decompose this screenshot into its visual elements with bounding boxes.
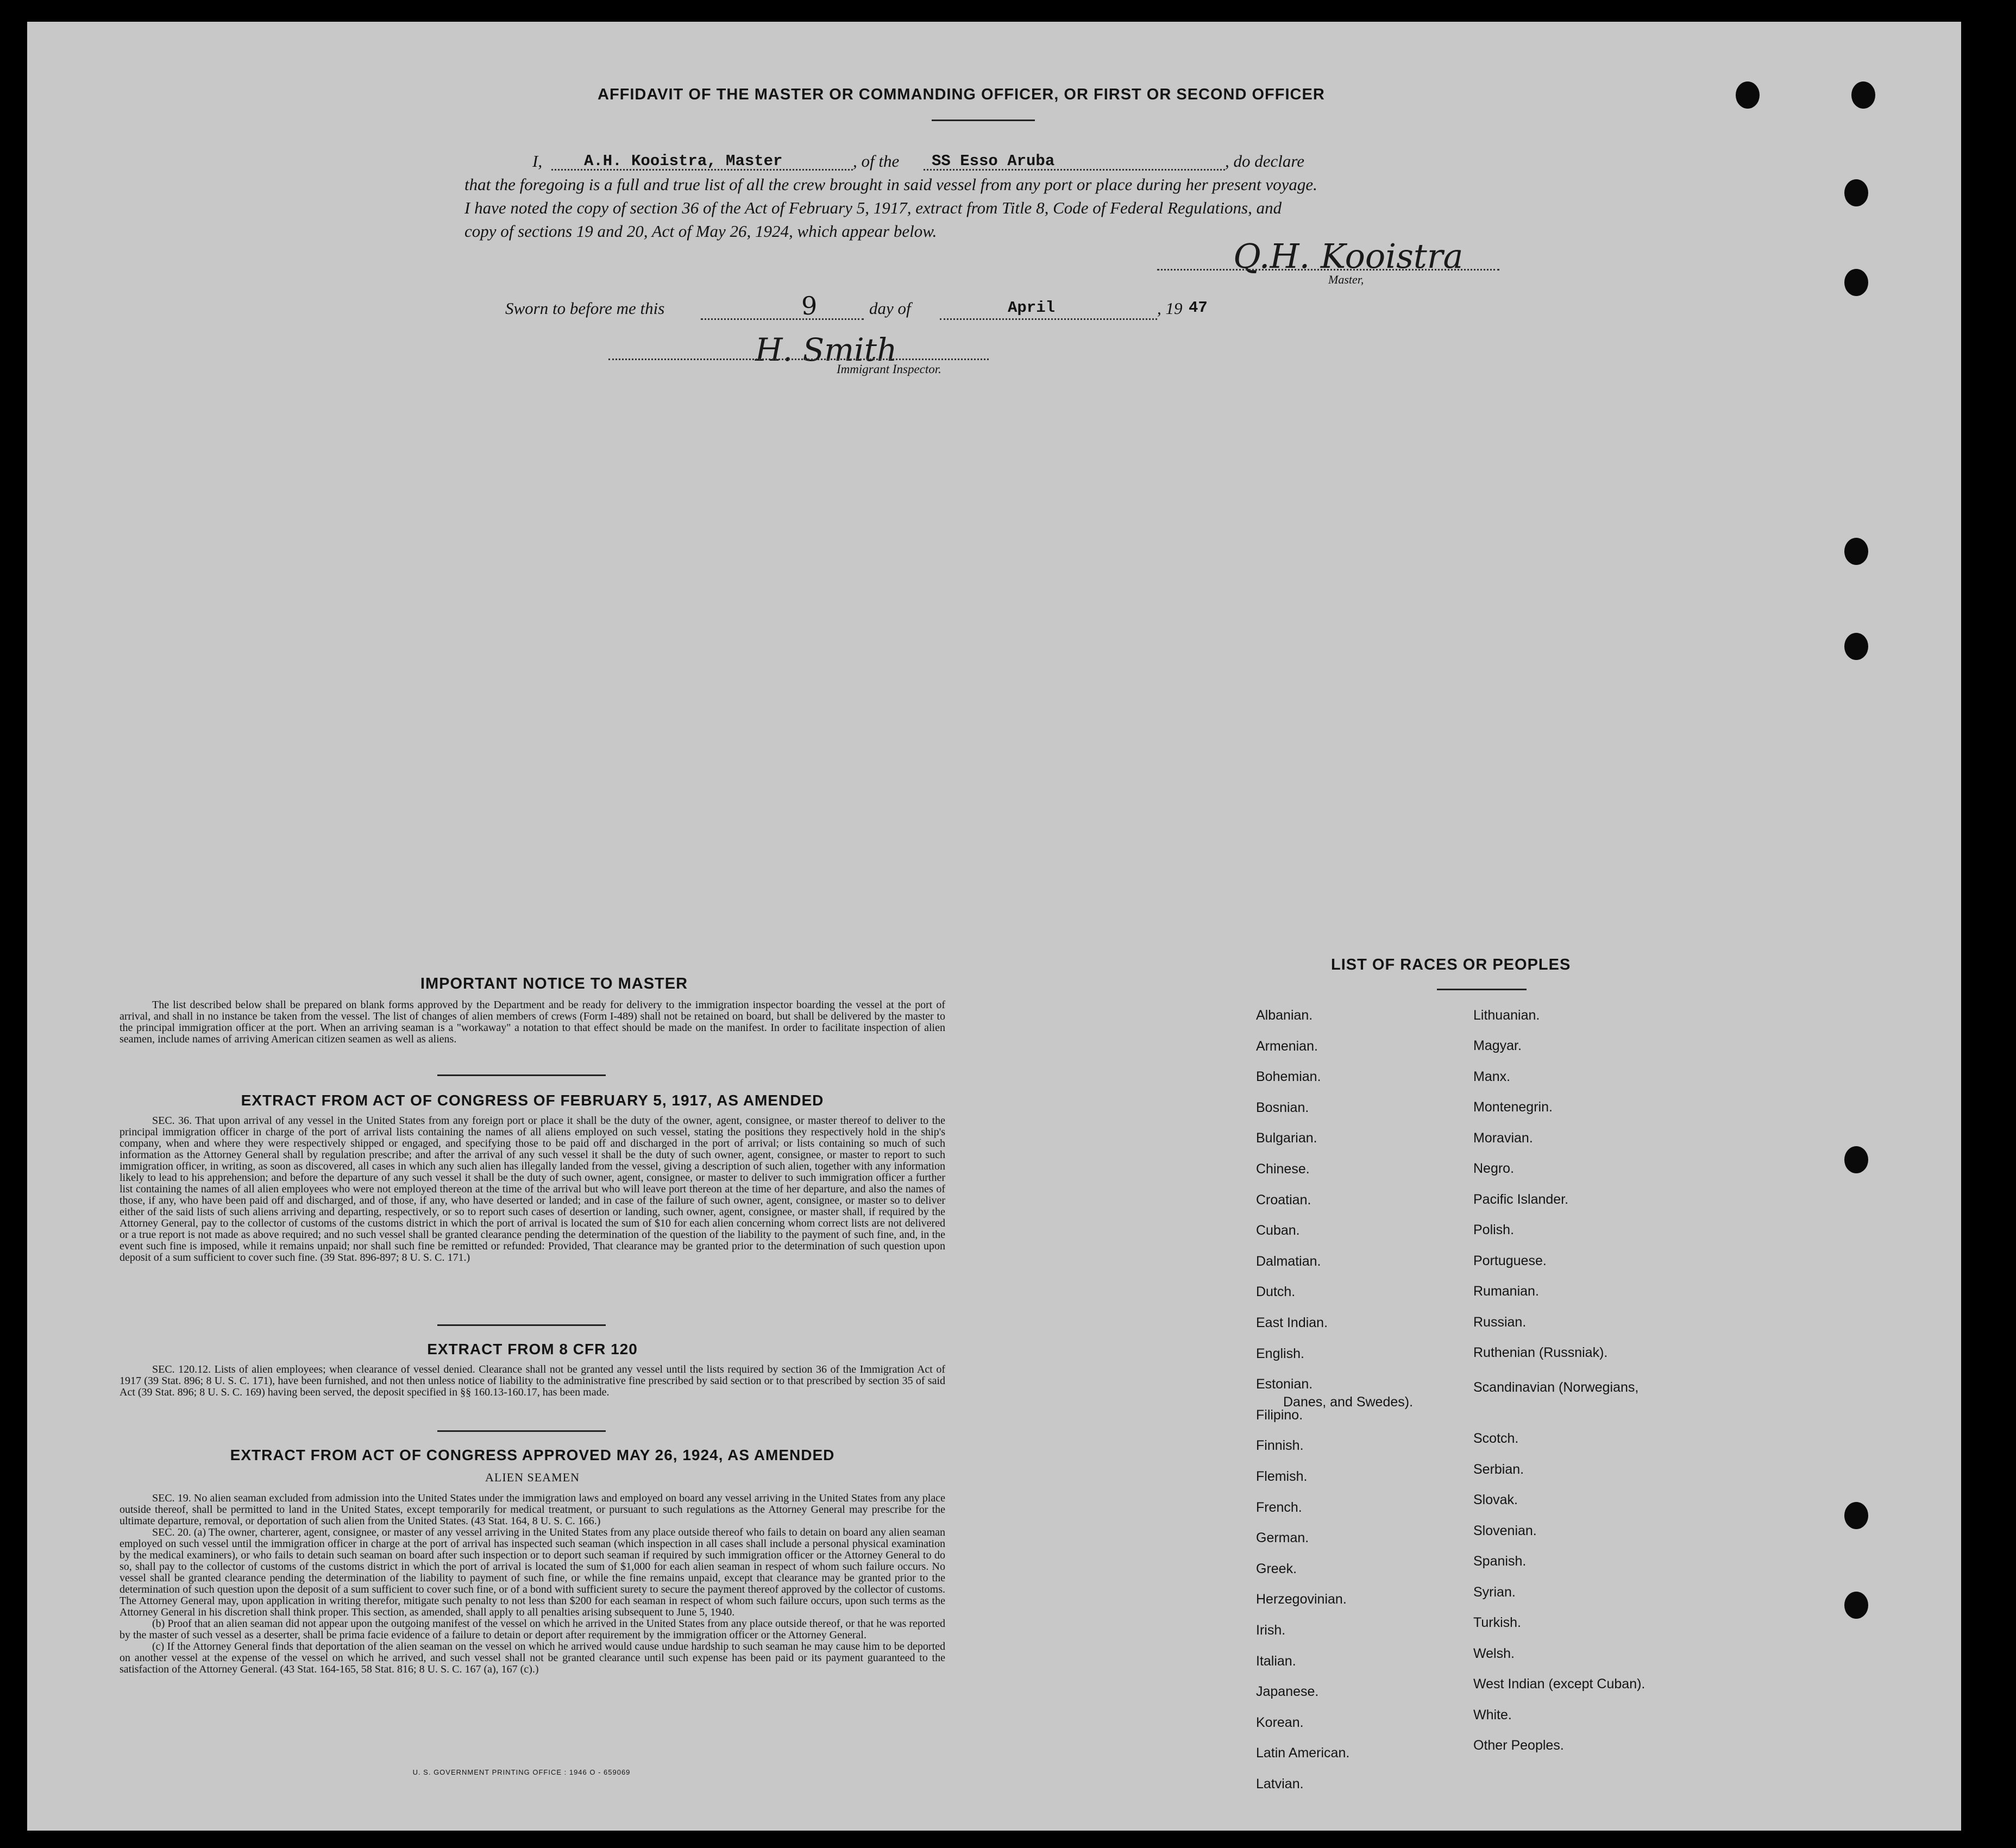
race-item: Rumanian. [1473,1284,1539,1299]
of-the-label: , of the [853,152,900,171]
race-item: Chinese. [1256,1161,1310,1177]
declaration-line-3: I have noted the copy of section 36 of the Act of February 5, 1917, extract from Title 8, Code of Federal Regulations, and [464,198,1282,217]
race-item: Korean. [1256,1714,1304,1730]
race-item: Pacific Islander. [1473,1192,1569,1207]
do-declare-label: , do declare [1225,152,1305,171]
notice-title: IMPORTANT NOTICE TO MASTER [420,975,688,992]
divider [437,1324,606,1326]
declaration-line-2: that the foregoing is a full and true list of all the crew brought in said vessel from any port or place during her present voyage. [464,175,1317,194]
vessel-name: SS Esso Aruba [932,152,1055,170]
extract-1917-title: EXTRACT FROM ACT OF CONGRESS OF FEBRUARY 5, 1917, AS AMENDED [241,1092,824,1109]
punch-hole [1844,179,1868,206]
race-item: Magyar. [1473,1038,1522,1053]
race-item: Danes, and Swedes). [1283,1394,1414,1410]
inspector-signature: H. Smith [755,331,897,368]
notice-text: The list described below shall be prepared on blank forms approved by the Department and be ready for delivery to the immigration inspector boarding the vessel at the port of arrival, and shall in no instance be taken from the vessel. The list of changes of alien members of crews (Form I-489) shall not be retained on board, but shall be delivered by the master to the principal immigration officer at the port. When an arriving seaman is a "workaway" a notation to that effect should be made on the manifest. In order to facilitate inspection of alien seamen, include names of arriving American citizen seamen as well as aliens. [120,999,945,1045]
race-item: Irish. [1256,1623,1286,1638]
printer-imprint: U. S. GOVERNMENT PRINTING OFFICE : 1946 O - 659069 [412,1768,631,1776]
race-item: Estonian. [1256,1376,1313,1392]
race-item: Negro. [1473,1161,1515,1176]
race-item: White. [1473,1707,1512,1723]
sec-20c-text: (c) If the Attorney General finds that deportation of the alien seaman on the vessel on which he arrived would cause undue hardship to such seaman he may cause him to be deported on another vessel at the expense of the vessel on which he arrived, and such vessel shall not be granted clearance until such expense has been paid or its payment guaranteed to the satisfaction of the Attorney General. (43 Stat. 164-165, 58 Stat. 816; 8 U. S. C. 167 (a), 167 (c).) [120,1640,945,1675]
race-item: Dutch. [1256,1284,1296,1300]
pre-name-label: I, [532,152,543,171]
divider [437,1430,606,1432]
race-item: Japanese. [1256,1684,1319,1700]
punch-hole [1844,538,1868,565]
race-item: Croatian. [1256,1192,1311,1208]
race-item: Finnish. [1256,1438,1304,1454]
inspector-label: Immigrant Inspector. [837,362,941,376]
divider [932,120,1035,121]
race-item: Lithuanian. [1473,1008,1540,1023]
race-item: Latin American. [1256,1745,1350,1761]
race-item: Bulgarian. [1256,1130,1317,1146]
race-item: East Indian. [1256,1315,1328,1330]
sec-20b-text: (b) Proof that an alien seaman did not appear upon the outgoing manifest of the vessel on which he arrived in the United States from any place outside thereof, or that he was reported by the master of such vessel as a deserter, shall be prima facie evidence of a failure to detain or deport after requirement by the immigration officer or the Attorney General. [120,1618,945,1641]
sworn-label: Sworn to before me this [505,299,665,318]
sworn-day: 9 [801,291,818,320]
race-item: West Indian (except Cuban). [1473,1676,1646,1692]
race-item: Slovak. [1473,1492,1518,1507]
month-line [940,318,1157,320]
race-item: Spanish. [1473,1554,1527,1569]
race-item: Polish. [1473,1222,1515,1237]
sworn-line [505,291,1211,323]
race-item: Filipino. [1256,1407,1303,1423]
year-prefix: , 19 [1157,299,1183,318]
extract-1924-body [120,1493,945,1675]
race-item: Armenian. [1256,1038,1318,1054]
race-item: Flemish. [1256,1469,1308,1484]
race-item: Albanian. [1256,1008,1313,1023]
race-item: Russian. [1473,1315,1527,1330]
master-name: A.H. Kooistra, Master [584,152,783,170]
divider [437,1074,606,1076]
race-item: Cuban. [1256,1223,1300,1239]
race-item: Syrian. [1473,1585,1516,1600]
race-item: Latvian. [1256,1776,1304,1792]
race-item: Dalmatian. [1256,1253,1321,1269]
race-item: Other Peoples. [1473,1738,1564,1753]
punch-hole [1844,1146,1868,1173]
extract-1917-text: SEC. 36. That upon arrival of any vessel in the United States from any foreign port or place it shall be the duty of the owner, agent, consignee, or master thereof to deliver to the principal immigration officer in charge of the port of arrival lists containing the names of all aliens employed on such vessel, stating the positions they respectively hold in the ship's company, when and where they were respectively shipped or engaged, and specifying those to be paid off and discharged in the port of arrival; or lists containing so much of such information as the Attorney General shall by regulation prescribe; and after the arrival of any such vessel it shall be the duty of such owner, agent, consignee, or master to report to such immigration officer, in writing, as soon as discovered, all cases in which any such alien has illegally landed from the vessel, giving a description of such alien, together with any information likely to lead to his apprehension; and before the departure of any such vessel it shall be the duty of such owner, agent, consignee, or master to deliver to such immigration officer a further list containing the names of all alien employees who were not employed thereon at the time of the arrival but who will leave port thereon at the time of her departure, and also the names of those, if any, who have been paid off and discharged, and of those, if any, who have deserted or landed; and in case of the failure of such owner, agent, consignee, or master so to deliver either of the said lists of such aliens arriving and departing, respectively, or so to report such cases of desertion or landing, such owner, agent, consignee, or master shall, if required by the Attorney General, pay to the collector of customs of the customs district in which the port of arrival is located the sum of $10 for each alien concerning whom correct lists are not delivered or a true report is not made as above required; and no such vessel shall be granted clearance pending the determination of the question of the liability to the payment of such fine, and, in the event such fine is imposed, while it remains unpaid; nor shall such fine be remitted or refunded: Provided, That clearance may be granted prior to the determination of such question upon deposit of a sum sufficient to cover such fine. (39 Stat. 896-897; 8 U. S. C. 171.) [120,1115,945,1264]
declaration-line-4: copy of sections 19 and 20, Act of May 26, 1924, which appear below. [464,222,937,241]
race-item: Bohemian. [1256,1069,1321,1085]
race-item: Herzegovinian. [1256,1592,1347,1607]
race-item: Slovenian. [1473,1523,1537,1538]
extract-cfr-text: SEC. 120.12. Lists of alien employees; when clearance of vessel denied. Clearance shall not be granted any vessel until the lists required by section 36 of the Immigration Act of 1917 (39 Stat. 896; 8 U. S. C. 171), have been furnished, and not then unless notice of liability to the administrative fine prescribed by said section or to that prescribed by section 35 of said Act (39 Stat. 896; 8 U. S. C. 169) having been served, the deposit specified in §§ 160.13-160.17, has been made. [120,1363,945,1398]
race-item: Welsh. [1473,1646,1515,1661]
punch-hole [1844,1592,1868,1619]
race-item: Montenegrin. [1473,1099,1553,1115]
race-item: Bosnian. [1256,1099,1309,1115]
punch-hole [1736,81,1760,109]
master-signature: Q.H. Kooistra [1233,236,1464,276]
race-item: English. [1256,1346,1304,1361]
master-label: Master, [1328,273,1364,286]
punch-hole [1844,269,1868,296]
race-item: French. [1256,1499,1302,1515]
race-item: Italian. [1256,1653,1296,1669]
extract-1924-subtitle: ALIEN SEAMEN [485,1470,580,1484]
divider [1437,989,1527,990]
day-line [701,318,864,320]
form-page [27,22,1961,1831]
race-item: German. [1256,1530,1309,1546]
punch-hole [1851,81,1875,109]
extract-1924-title: EXTRACT FROM ACT OF CONGRESS APPROVED MAY 26, 1924, AS AMENDED [230,1447,835,1463]
affidavit-declaration [464,149,1535,243]
sec-19-text: SEC. 19. No alien seaman excluded from admission into the United States under the immigration laws and employed on board any vessel arriving in the United States from any place outside thereof, shall be permitted to land in the United States, except temporarily for medical treatment, or pursuant to such regulations as the Attorney General may prescribe for the ultimate departure, removal, or deportation of such alien from the United States. (43 Stat. 164, 8 U. S. C. 166.) [120,1492,945,1527]
race-item: Manx. [1473,1069,1511,1084]
race-item: Portuguese. [1473,1253,1547,1268]
sworn-month: April [1008,299,1056,317]
master-signature-line [1157,269,1499,271]
punch-hole [1844,633,1868,660]
race-item: Greek. [1256,1561,1297,1576]
race-item: Scotch. [1473,1431,1519,1446]
inspector-signature-line [608,359,989,360]
day-of-label: day of [869,299,911,318]
race-item: Scandinavian (Norwegians, [1473,1380,1639,1395]
race-item: Moravian. [1473,1130,1533,1146]
race-item: Ruthenian (Russniak). [1473,1345,1608,1360]
extract-cfr-title: EXTRACT FROM 8 CFR 120 [427,1341,638,1357]
affidavit-title: AFFIDAVIT OF THE MASTER OR COMMANDING OFFICER, OR FIRST OR SECOND OFFICER [598,86,1325,103]
sec-20a-text: SEC. 20. (a) The owner, charterer, agent, consignee, or master of any vessel arriving in the United States from any place outside thereof who fails to detain on board any alien seaman employed on such vessel until the immigration officer in charge at the port of arrival has inspected such seaman (which inspection in all cases shall include a personal physical examination by the medical examiners), or who fails to detain such seaman on board after such inspection or to deport such seaman if required by such immigration officer or the Attorney General to do so, shall pay to the collector of customs of the customs district in which the port of arrival is located the sum of $1,000 for each alien seaman in respect of whom such failure occurs. No vessel shall be granted clearance pending the determination of the liability to payment of such fine, or while the fine remains unpaid, except that clearance may be granted prior to the determination of such question upon the deposit of a sum sufficient to cover such fine, or of a bond with sufficient surety to secure the payment thereof approved by the collector of customs. The Attorney General may, upon application in writing therefor, mitigate such penalty to not less than $200 for each seaman in respect of whom such failure occurs, upon such terms as the Attorney General in his discretion shall think proper. This section, as amended, shall apply to all penalties arising subsequent to June 5, 1940. [120,1526,945,1618]
race-item: Serbian. [1473,1462,1524,1477]
races-title: LIST OF RACES OR PEOPLES [1331,956,1571,973]
punch-hole [1844,1502,1868,1529]
sworn-year: 47 [1189,299,1208,317]
race-item: Turkish. [1473,1615,1521,1630]
